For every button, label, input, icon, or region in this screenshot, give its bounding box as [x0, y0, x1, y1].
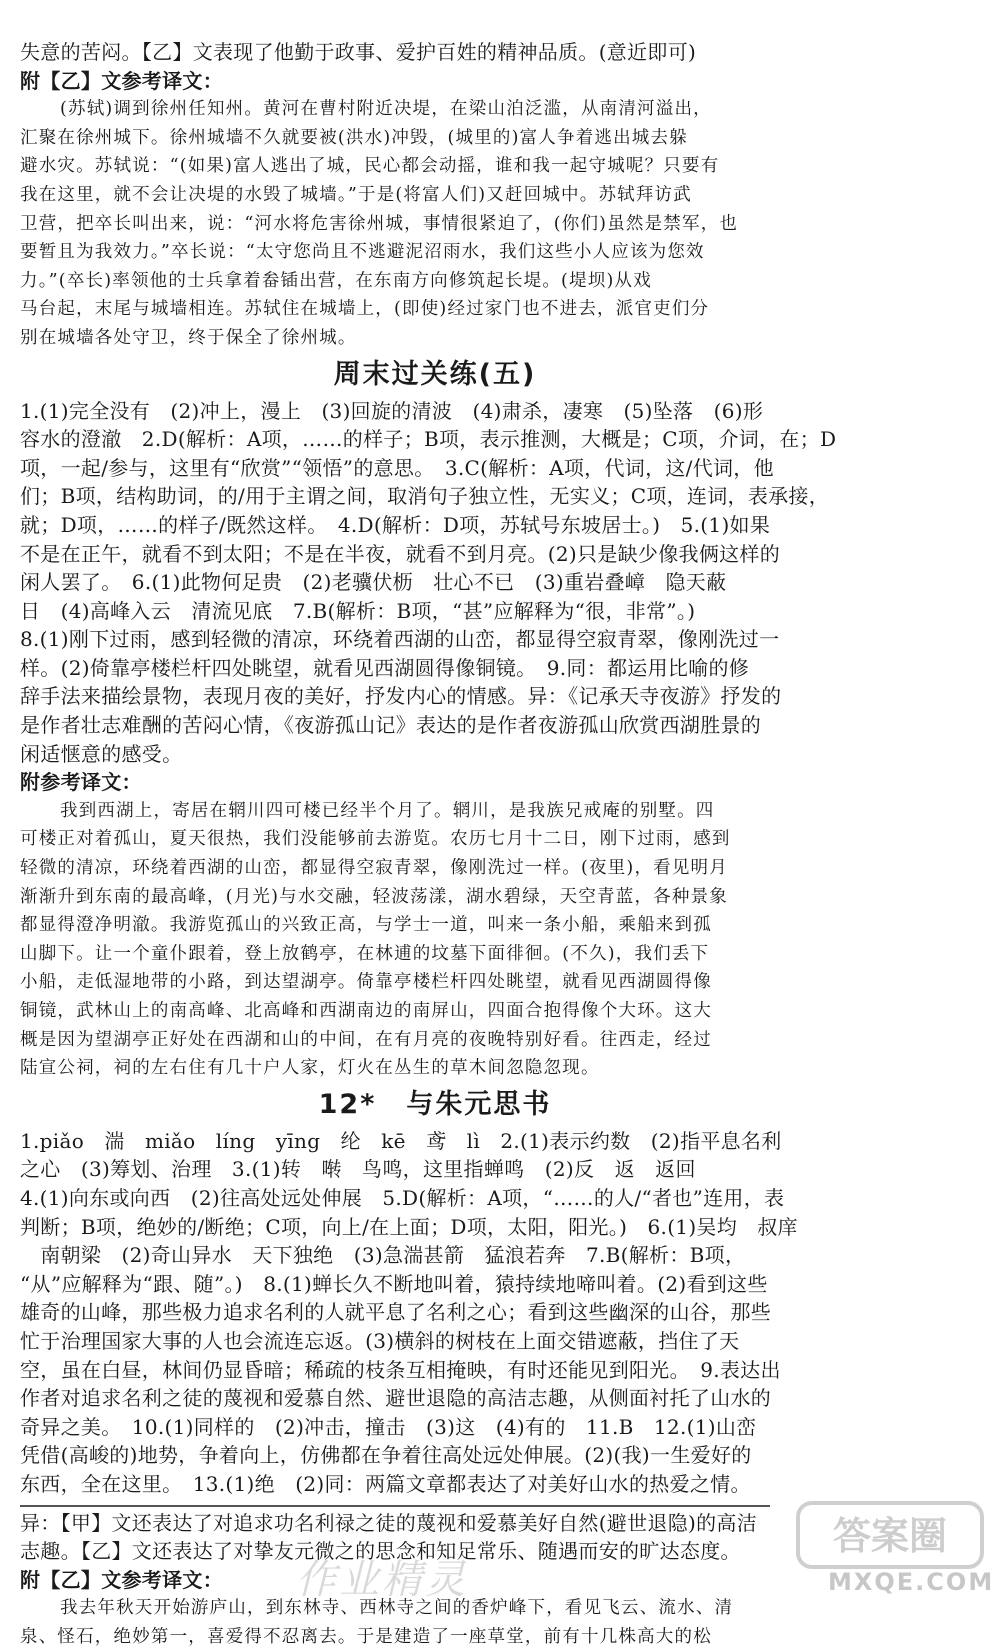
divider-line — [20, 1505, 770, 1507]
lesson-number: 12* — [318, 1088, 377, 1120]
answer-line: 项，一起/参与，这里有“欣赏”“领悟”的意思。 3.C(解析：A项，代词，这/代词，他 — [20, 455, 774, 480]
answer-line: 辞手法来描绘景物，表现月夜的美好，抒发内心的情感。异：《记承天寺夜游》抒发的 — [20, 684, 782, 709]
ref-line: 渐渐升到东南的最高峰，(月光)与水交融，轻波荡漾，湖水碧绿，天空青蓝，各种景象 — [20, 886, 728, 907]
answer-line: 8.(1)刚下过雨，感到轻微的清凉，环绕着西湖的山峦，都显得空寂青翠，像刚洗过一 — [20, 627, 780, 652]
answer-line: 作者对追求名利之徒的蔑视和爱慕自然、避世退隐的高洁志趣，从侧面衬托了山水的 — [20, 1386, 772, 1411]
answer-line: 南朝梁 (2)奇山异水 天下独绝 (3)急湍甚箭 猛浪若奔 7.B(解析：B项， — [20, 1243, 746, 1268]
ref-line: 力。”(卒长)率领他的士兵拿着畚锸出营，在东南方向修筑起长堤。(堤坝)从戏 — [20, 270, 652, 291]
ref-line: 别在城墙各处守卫，终于保全了徐州城。 — [20, 327, 357, 348]
ref-line: 泉、怪石，绝妙第一，喜爱得不忍离去。于是建造了一座草堂，前有十几株高大的松 — [20, 1626, 712, 1647]
ref-line: 我去年秋天开始游庐山，到东林寺、西林寺之间的香炉峰下，看见飞云、流水、清 — [60, 1598, 734, 1619]
ref-line: 轻微的清凉，环绕着西湖的山峦，都显得空寂青翠，像刚洗过一样。(夜里)，看见明月 — [20, 858, 728, 879]
ref-line: 可楼正对着孤山，夏天很热，我们没能够前去游览。农历七月十二日，刚下过雨，感到 — [20, 829, 731, 850]
lesson-title — [20, 1087, 850, 1123]
answer-line: 凭借(高峻的)地势，争着向上，仿佛都在争着往高处远处伸展。(2)(我)一生爱好的 — [20, 1443, 752, 1468]
answer-line: 日 (4)高峰入云 清流见底 7.B(解析：B项，“甚”应解释为“很，非常”。) — [20, 598, 696, 623]
answer-line: 空，虽在白昼，林间仍显昏暗；稀疏的枝条互相掩映，有时还能见到阳光。 9.表达出 — [20, 1357, 781, 1382]
answer-line: 1.piǎo 湍 miǎo líng yīng 纶 kē 鸢 lì 2.(1)表示约数 (2)指平息名利 — [20, 1128, 782, 1153]
document-page — [20, 38, 850, 1651]
lesson-name: 与朱元思书 — [406, 1088, 552, 1120]
answers-section-1 — [20, 397, 850, 769]
answer-line: “从”应解释为“跟、随”。) 8.(1)蝉长久不断地叫着，猿持续地啼叫着。(2)看到这些 — [20, 1271, 768, 1296]
ref-heading-1: 附【乙】文参考译文： — [20, 68, 223, 93]
answer-line: 容水的澄澈 2.D(解析：A项，……的样子；B项，表示推测，大概是；C项，介词，在；D — [20, 427, 837, 452]
answer-line: 不是在正午，就看不到太阳；不是在半夜，就看不到月亮。(2)只是缺少像我俩这样的 — [20, 541, 781, 566]
answer-line: 1.(1)完全没有 (2)冲上，漫上 (3)回旋的清波 (4)肃杀，凄寒 (5)坠落 (6)形 — [20, 398, 764, 423]
ref-line: 陆宣公祠，祠的左右住有几十户人家，灯火在丛生的草木间忽隐忽现。 — [20, 1058, 600, 1079]
answer-line: 失意的苦闷。【乙】文表现了他勤于政事、爱护百姓的精神品质。(意近即可) — [20, 40, 697, 64]
reference-translation-2 — [20, 797, 850, 1083]
ref-line: 我到西湖上，寄居在辋川四可楼已经半个月了。辋川，是我族兄戒庵的别墅。四 — [60, 800, 715, 821]
section-title-weekend-practice: 周末过关练(五) — [333, 358, 537, 390]
ref-line: (苏轼)调到徐州任知州。黄河在曹村附近决堤，在梁山泊泛滥，从南清河溢出， — [60, 99, 712, 120]
ref-line: 铜镜，武林山上的南高峰、北高峰和西湖南边的南屏山，四面合抱得像个大环。这大 — [20, 1001, 712, 1021]
ref-line: 卫营，把卒长叫出来，说：“河水将危害徐州城，事情很紧迫了，(你们)虽然是禁军，也 — [20, 213, 739, 234]
answer-line: 就；D项，……的样子/既然这样。 4.D(解析：D项，苏轼号东坡居士。) 5.(1)如果 — [20, 512, 771, 537]
ref-line: 小船，走低湿地带的小路，到达望湖亭。倚靠亭楼栏杆四处眺望，就看见西湖圆得像 — [20, 972, 712, 993]
ref-line: 概是因为望湖亭正好处在西湖和山的中间，在有月亮的夜晚特别好看。往西走，经过 — [20, 1029, 712, 1050]
reference-translation-1 — [20, 95, 850, 352]
answer-line: 们；B项，结构助词，的/用于主谓之间，取消句子独立性，无实义；C项，连词，表承接， — [20, 484, 830, 509]
ref-line: 都显得澄净明澈。我游览孤山的兴致正高，与学士一道，叫来一条小船，乘船来到孤 — [20, 915, 712, 936]
answer-line: 异：【甲】文还表达了对追求功名利禄之徒的蔑视和爱慕美好自然(避世退隐)的高洁 — [20, 1510, 758, 1535]
ref-heading-2: 附参考译文： — [20, 770, 142, 795]
answer-block-top — [20, 38, 850, 67]
watermark-text: 作业精灵 — [296, 1557, 468, 1603]
answer-line: 样。(2)倚靠亭楼栏杆四处眺望，就看见西湖圆得像铜镜。 9.同：都运用比喻的修 — [20, 655, 750, 680]
answer-line: 忙于治理国家大事的人也会流连忘返。(3)横斜的树枝在上面交错遮蔽，挡住了天 — [20, 1328, 740, 1353]
ref-line: 避水灾。苏轼说：“(如果)富人逃出了城，民心都会动摇，谁和我一起守城呢？只要有 — [20, 156, 720, 177]
answer-line: 4.(1)向东或向西 (2)往高处远处伸展 5.D(解析：A项，“……的人/“者也”连用，表 — [20, 1185, 785, 1210]
ref-line: 山脚下。让一个童仆跟着，登上放鹤亭，在林逋的坟墓下面徘徊。(不久)，我们丢下 — [20, 943, 710, 964]
answer-line: 东西，全在这里。 13.(1)绝 (2)同：两篇文章都表达了对美好山水的热爱之情。 — [20, 1471, 751, 1496]
answer-line: 闲人罢了。 6.(1)此物何足贵 (2)老骥伏枥 壮心不已 (3)重岩叠嶂 隐天蔽 — [20, 570, 727, 595]
answer-line: 之心 (3)筹划、治理 3.(1)转 啭 鸟鸣，这里指蝉鸣 (2)反 返 返回 — [20, 1157, 696, 1182]
watermark-logo-text: 答案圈 — [832, 1514, 948, 1558]
answer-line: 是作者壮志难酬的苦闷心情，《夜游孤山记》表达的是作者夜游孤山欣赏西湖胜景的 — [20, 713, 762, 738]
answer-line: 判断；B项，绝妙的/断绝；C项，向上/在上面；D项，太阳，阳光。) 6.(1)吴均 叔庠 — [20, 1214, 798, 1239]
ref-line: 要暂且为我效力。”卒长说：“太守您尚且不逃避泥沼雨水，我们这些小人应该为您效 — [20, 242, 705, 263]
ref-line: 汇聚在徐州城下。徐州城墙不久就要被(洪水)冲毁，(城里的)富人争着逃出城去躲 — [20, 127, 688, 148]
answer-line: 志趣。【乙】文还表达了对挚友元微之的思念和知足常乐、随遇而安的旷达态度。 — [20, 1539, 741, 1564]
answers-section-2 — [20, 1127, 850, 1566]
answer-line: 雄奇的山峰，那些极力追求名利的人就平息了名利之心；看到这些幽深的山谷，那些 — [20, 1300, 772, 1325]
watermark-domain: MXQE.COM — [828, 1568, 995, 1596]
ref-line: 马台起，末尾与城墙相连。苏轼住在城墙上，(即使)经过家门也不进去，派官吏们分 — [20, 299, 710, 320]
answer-line: 奇异之美。 10.(1)同样的 (2)冲击，撞击 (3)这 (4)有的 11.B 12.(1)山峦 — [20, 1414, 757, 1439]
ref-line: 我在这里，就不会让决堤的水毁了城墙。”于是(将富人们)又赶回城中。苏轼拜访武 — [20, 184, 692, 205]
answer-line: 闲适惬意的感受。 — [20, 741, 183, 766]
ref-heading-3: 附【乙】文参考译文： — [20, 1567, 223, 1592]
